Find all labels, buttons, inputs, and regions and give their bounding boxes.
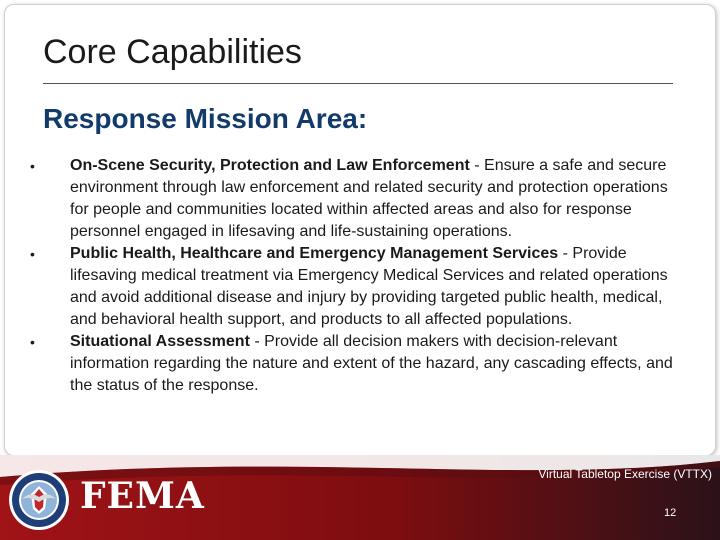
bullet-dot-icon: • <box>30 246 35 262</box>
title-divider <box>43 83 673 84</box>
page-number: 12 <box>664 507 677 519</box>
slide-title: Core Capabilities <box>43 33 302 71</box>
bullet-heading: Public Health, Healthcare and Emergency Management Services <box>70 245 559 262</box>
bullet-dot-icon: • <box>30 158 35 174</box>
bullet-list <box>30 155 680 397</box>
bullet-item <box>30 243 680 331</box>
bullet-text: - Ensure a safe and secure environment through law enforcement and related security and protection operations for people and communities located within affected areas and also for response personnel engaged in lifesaving and life-sustaining operations. <box>70 157 668 240</box>
fema-logo: FEMA <box>80 475 205 517</box>
bullet-heading: On-Scene Security, Protection and Law Enforcement <box>70 157 470 174</box>
bullet-text: - Provide all decision makers with decision-relevant information regarding the nature and extent of the hazard, any cascading effects, and the status of the response. <box>70 333 673 394</box>
slide-subtitle: Response Mission Area: <box>43 103 368 134</box>
footer-banner <box>0 455 720 540</box>
bullet-heading: Situational Assessment <box>70 333 250 350</box>
bullet-item <box>30 331 680 397</box>
dhs-seal-icon <box>8 469 70 531</box>
bullet-dot-icon: • <box>30 334 35 350</box>
bullet-text: - Provide lifesaving medical treatment via Emergency Medical Services and related operations and avoid additional disease and injury by providing targeted public health, medical, and behavioral health support, and products to all affected populations. <box>70 245 668 328</box>
exercise-label: Virtual Tabletop Exercise (VTTX) <box>538 467 712 481</box>
bullet-item <box>30 155 680 243</box>
